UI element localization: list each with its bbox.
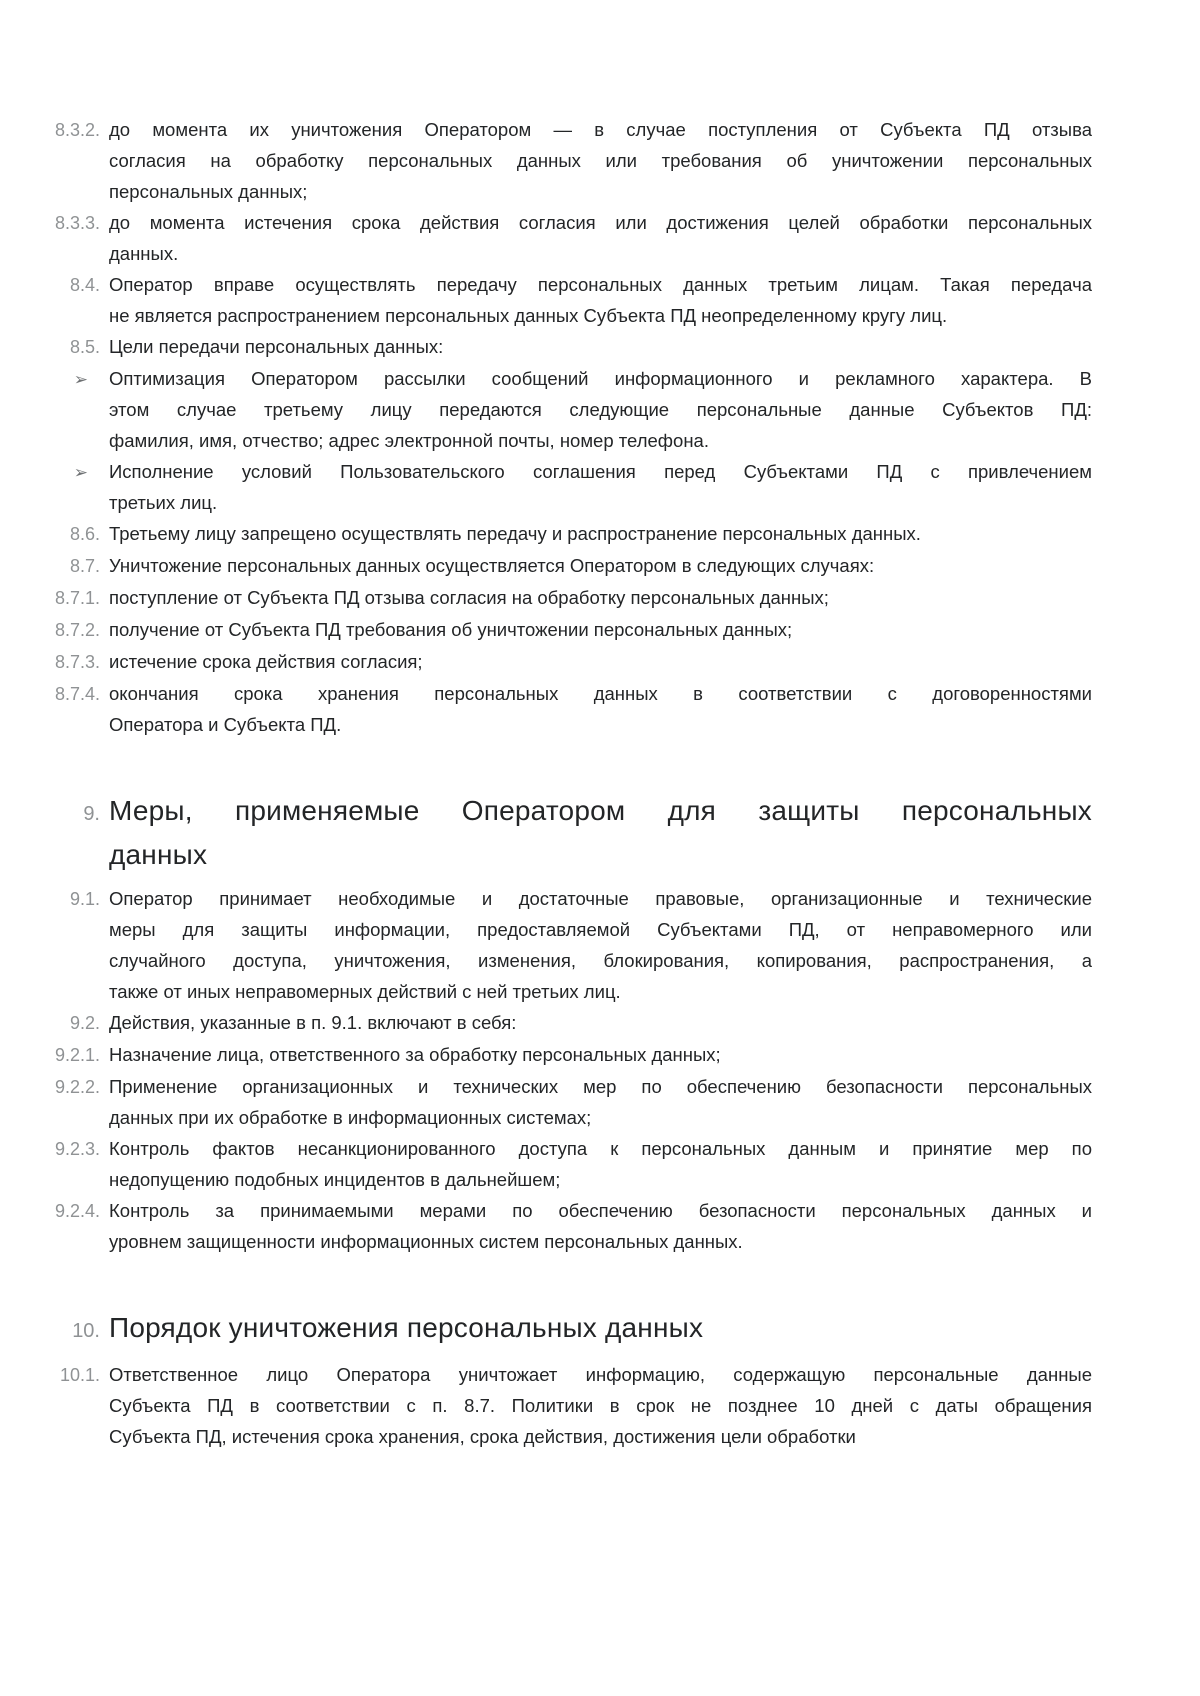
clause-item [40, 518, 1092, 550]
clause-text [109, 550, 1092, 581]
clause-text [109, 456, 1092, 518]
text-line: этом случае третьему лицу передаются следующие персональные данные Субъектов ПД: [109, 399, 1092, 420]
clause-text [109, 678, 1092, 740]
text-line: Порядок уничтожения персональных данных [109, 1312, 704, 1343]
clause-text [109, 1071, 1092, 1133]
text-line: Исполнение условий Пользовательского соглашения перед Субъектами ПД с привлечением [109, 461, 1092, 482]
clause-number: 8.7.1. [54, 588, 100, 608]
text-line: истечение срока действия согласия; [109, 651, 423, 672]
clause-text [109, 883, 1092, 1007]
clause-number: 8.6. [69, 524, 100, 544]
section-heading [40, 789, 1092, 877]
clause-text [109, 582, 1092, 613]
clause-number: 9.2. [69, 1013, 100, 1033]
text-line: Действия, указанные в п. 9.1. включают в себя: [109, 1012, 517, 1033]
text-line: данных. [109, 243, 179, 264]
clause-number: 8.3.2. [54, 120, 100, 140]
clause-item [40, 678, 1092, 740]
clause-item [40, 582, 1092, 614]
clause-item [40, 331, 1092, 363]
clause-text [109, 363, 1092, 456]
text-line: согласия на обработку персональных данных или требования об уничтожении персональных [109, 150, 1092, 171]
text-line: Третьему лицу запрещено осуществлять передачу и распространение персональных данных. [109, 523, 921, 544]
section-heading-text [109, 1306, 1092, 1350]
text-line: Оператор принимает необходимые и достаточные правовые, организационные и технические [109, 888, 1092, 909]
clause-text [109, 1133, 1092, 1195]
clause-item [40, 883, 1092, 1007]
clause-number: 8.7.4. [54, 684, 100, 704]
text-line: меры для защиты информации, предоставляемой Субъектами ПД, от неправомерного или [109, 919, 1092, 940]
text-line: Субъекта ПД, истечения срока хранения, срока действия, достижения цели обработки [109, 1426, 856, 1447]
clause-item [40, 269, 1092, 331]
clause-item [40, 1133, 1092, 1195]
text-line: не является распространением персональных данных Субъекта ПД неопределенному кругу лиц. [109, 305, 948, 326]
section-heading-text [109, 789, 1092, 877]
clause-text [109, 518, 1092, 549]
text-line: Контроль фактов несанкционированного доступа к персональных данным и принятие мер по [109, 1138, 1092, 1159]
clause-text [109, 331, 1092, 362]
text-line: до момента их уничтожения Оператором — в случае поступления от Субъекта ПД отзыва [109, 119, 1092, 140]
bullet-item [40, 363, 1092, 456]
text-line: данных [109, 839, 208, 870]
document-body [40, 114, 1092, 1452]
bullet-item [40, 456, 1092, 518]
text-line: Оператора и Субъекта ПД. [109, 714, 342, 735]
text-line: Меры, применяемые Оператором для защиты персональных [109, 795, 1092, 826]
text-line: Оператор вправе осуществлять передачу персональных данных третьим лицам. Такая передача [109, 274, 1092, 295]
clause-text [109, 1359, 1092, 1452]
text-line: фамилия, имя, отчество; адрес электронной почты, номер телефона. [109, 430, 709, 451]
text-line: Цели передачи персональных данных: [109, 336, 444, 357]
clause-number: 8.4. [69, 275, 100, 295]
clause-item [40, 646, 1092, 678]
clause-item [40, 550, 1092, 582]
clause-item [40, 1039, 1092, 1071]
text-line: персональных данных; [109, 181, 308, 202]
section-heading [40, 1306, 1092, 1353]
clause-text [109, 1195, 1092, 1257]
clause-number: 8.7. [69, 556, 100, 576]
text-line: окончания срока хранения персональных данных в соответствии с договоренностями [109, 683, 1092, 704]
clause-text [109, 269, 1092, 331]
clause-item [40, 1007, 1092, 1039]
clause-number: 10. [72, 1320, 100, 1342]
clause-item [40, 614, 1092, 646]
clause-item [40, 1195, 1092, 1257]
clause-text [109, 207, 1092, 269]
bullet-marker-icon: ➢ [73, 463, 88, 482]
clause-number: 8.7.2. [54, 620, 100, 640]
clause-number: 9.2.2. [54, 1077, 100, 1097]
text-line: данных при их обработке в информационных системах; [109, 1107, 592, 1128]
text-line: поступление от Субъекта ПД отзыва согласия на обработку персональных данных; [109, 587, 829, 608]
text-line: получение от Субъекта ПД требования об уничтожении персональных данных; [109, 619, 793, 640]
clause-item [40, 1071, 1092, 1133]
clause-text [109, 614, 1092, 645]
clause-text [109, 1007, 1092, 1038]
clause-item [40, 207, 1092, 269]
bullet-marker-icon: ➢ [73, 370, 88, 389]
clause-item [40, 114, 1092, 207]
text-line: недопущению подобных инцидентов в дальнейшем; [109, 1169, 561, 1190]
clause-number: 9.2.4. [54, 1201, 100, 1221]
text-line: третьих лиц. [109, 492, 218, 513]
clause-number: 9.2.1. [54, 1045, 100, 1065]
text-line: Субъекта ПД в соответствии с п. 8.7. Политики в срок не позднее 10 дней с даты обращения [109, 1395, 1092, 1416]
clause-text [109, 114, 1092, 207]
text-line: Назначение лица, ответственного за обработку персональных данных; [109, 1044, 721, 1065]
clause-number: 9.2.3. [54, 1139, 100, 1159]
clause-number: 8.7.3. [54, 652, 100, 672]
text-line: Оптимизация Оператором рассылки сообщений информационного и рекламного характера. В [109, 368, 1092, 389]
text-line: Контроль за принимаемыми мерами по обеспечению безопасности персональных данных и [109, 1200, 1092, 1221]
clause-number: 10.1. [59, 1365, 100, 1385]
clause-item [40, 1359, 1092, 1452]
clause-number: 8.3.3. [54, 213, 100, 233]
text-line: случайного доступа, уничтожения, изменения, блокирования, копирования, распространения, а [109, 950, 1092, 971]
text-line: Ответственное лицо Оператора уничтожает информацию, содержащую персональные данные [109, 1364, 1092, 1385]
clause-number: 9. [83, 803, 100, 825]
clause-text [109, 646, 1092, 677]
text-line: Применение организационных и технических мер по обеспечению безопасности персональных [109, 1076, 1092, 1097]
clause-text [109, 1039, 1092, 1070]
text-line: Уничтожение персональных данных осуществляется Оператором в следующих случаях: [109, 555, 875, 576]
text-line: также от иных неправомерных действий с ней третьих лиц. [109, 981, 621, 1002]
text-line: уровнем защищенности информационных систем персональных данных. [109, 1231, 743, 1252]
text-line: до момента истечения срока действия согласия или достижения целей обработки персональных [109, 212, 1092, 233]
clause-number: 8.5. [69, 337, 100, 357]
clause-number: 9.1. [69, 889, 100, 909]
